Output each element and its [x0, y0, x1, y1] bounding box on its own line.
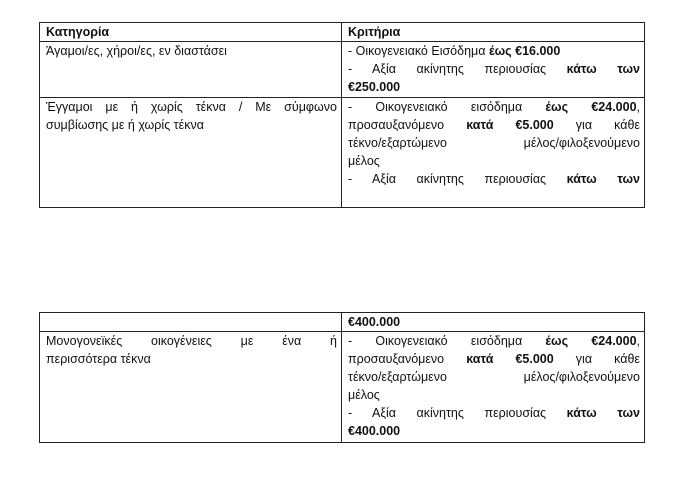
criteria-text: - Αξία ακίνητης περιουσίας — [348, 406, 567, 420]
criteria-bold: κατά — [466, 352, 494, 366]
criteria-line — [348, 350, 640, 368]
header-criteria: Κριτήρια — [342, 23, 645, 42]
category-cell — [40, 313, 342, 332]
criteria-line — [348, 42, 640, 60]
criteria-cell — [342, 332, 645, 443]
criteria-bold: €5.000 — [515, 352, 554, 366]
criteria-line: μέλος — [348, 388, 380, 402]
category-line: Μονογονεϊκές οικογένειες με ένα ή — [46, 334, 337, 348]
criteria-bold: €250.000 — [348, 80, 401, 94]
criteria-bold: κατά — [466, 118, 494, 132]
criteria-text — [493, 352, 515, 366]
criteria-bold: κάτω των — [566, 62, 640, 76]
category-cell — [40, 42, 342, 98]
criteria-line — [348, 404, 640, 422]
criteria-bold: €400.000 — [348, 315, 401, 329]
criteria-table-top — [39, 22, 645, 208]
criteria-text: για κάθε — [553, 118, 640, 132]
criteria-text: προσαυξανόμενο — [348, 352, 467, 366]
criteria-line — [348, 170, 640, 188]
criteria-text: , — [636, 334, 641, 348]
criteria-line — [348, 78, 640, 96]
criteria-bold: κάτω των — [566, 172, 640, 186]
criteria-bold: έως €24.000 — [545, 334, 637, 348]
criteria-text: προσαυξανόμενο — [348, 118, 467, 132]
category-text: Άγαμοι/ες, χήροι/ες, εν διαστάσει — [46, 44, 227, 58]
criteria-line — [348, 98, 640, 116]
criteria-text — [493, 118, 515, 132]
table-row — [40, 42, 645, 98]
category-cell — [40, 98, 342, 208]
criteria-line — [348, 422, 640, 440]
header-category: Κατηγορία — [40, 23, 342, 42]
criteria-line — [348, 332, 640, 350]
criteria-bold: €5.000 — [515, 118, 554, 132]
table-row — [40, 313, 645, 332]
criteria-text: , — [636, 100, 641, 114]
criteria-bold: κάτω των — [566, 406, 640, 420]
criteria-line: μέλος — [348, 154, 380, 168]
criteria-text: - Οικογενειακό εισόδημα — [348, 334, 546, 348]
table-row — [40, 332, 645, 443]
criteria-line: τέκνο/εξαρτώμενο μέλος/φιλοξενούμενο — [348, 370, 640, 384]
criteria-line — [348, 60, 640, 78]
category-cell — [40, 332, 342, 443]
criteria-text: - Οικογενειακό εισόδημα — [348, 100, 546, 114]
criteria-text: - Οικογενειακό Εισόδημα — [348, 44, 489, 58]
criteria-text: - Αξία ακίνητης περιουσίας — [348, 62, 567, 76]
criteria-bold: έως €24.000 — [545, 100, 637, 114]
category-line: περισσότερα τέκνα — [46, 352, 151, 366]
criteria-text: για κάθε — [553, 352, 640, 366]
criteria-cell — [342, 42, 645, 98]
category-line: Έγγαμοι με ή χωρίς τέκνα / Με σύμφωνο — [46, 100, 337, 114]
criteria-cell — [342, 98, 645, 208]
criteria-cell — [342, 313, 645, 332]
criteria-text: - Αξία ακίνητης περιουσίας — [348, 172, 567, 186]
table-row — [40, 98, 645, 208]
criteria-line: τέκνο/εξαρτώμενο μέλος/φιλοξενούμενο — [348, 136, 640, 150]
criteria-bold: έως €16.000 — [488, 44, 561, 58]
criteria-bold: €400.000 — [348, 424, 401, 438]
criteria-line — [348, 116, 640, 134]
category-line: συμβίωσης με ή χωρίς τέκνα — [46, 118, 204, 132]
criteria-table-bottom — [39, 312, 645, 443]
table-header-row — [40, 23, 645, 42]
